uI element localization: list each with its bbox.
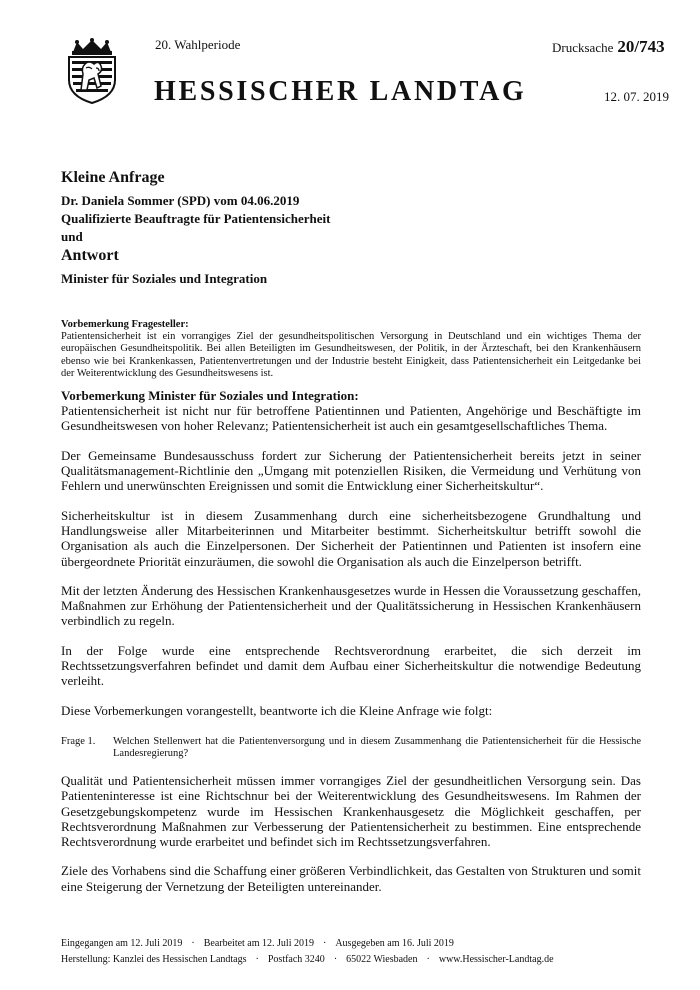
processed-date: Bearbeitet am 12. Juli 2019 — [203, 938, 314, 949]
hessen-coat-of-arms-icon — [63, 38, 121, 104]
document-date: 12. 07. 2019 — [604, 89, 669, 104]
footer-separator: · — [333, 954, 338, 965]
vorbemerkung-fragesteller-heading: Vorbemerkung Fragesteller: — [61, 319, 189, 330]
vorbemerkung-fragesteller-text: Patientensicherheit ist ein vorrangiges Ziel der gesundheitspolitischen Versorgung in Deutschland und ein wichtiges Thema der europäischen Gesundheitspolitik. Bei allen Beteiligten im Gesundheitswesen, der Politik, in der Ärzteschaft, bei den Krankenhäusern ebenso wie bei Krankenkassen, Patientenvertretungen und der Industrie besteht Einigkeit, dass Patientensicherheit ein Leitgedanke bei der Weiterentwicklung des Gesundheitswesens ist. — [61, 331, 641, 379]
drucksache — [552, 37, 665, 57]
paragraph: Sicherheitskultur ist in diesem Zusammenhang durch eine sicherheitsbezogene Grundhaltung und Handlungsweise aller Mitarbeiterinnen und Mitarbeiter bestimmt. Sicherheitskultur betrifft sowohl die Organisation als auch die Einzelpersonen. Der Sicherheit der Patientinnen und Patienten ist insofern eine übergeordnete Priorität einzuräumen, die sowohl die Organisation als auch die Einzelperson betrifft. — [61, 507, 641, 569]
footer-separator: · — [255, 954, 259, 965]
postfach: Postfach 3240 — [267, 954, 325, 965]
drucksache-number: 20/743 — [617, 37, 665, 56]
question-1 — [61, 736, 641, 760]
paragraph: Patientensicherheit ist nicht nur für betroffene Patientinnen und Patienten, Angehörige und Beschäftigte im Gesundheitswesen von hoher Relevanz; Patientensicherheit ist auch ein gesamtgesellschaftliches Thema. — [61, 403, 641, 434]
paragraph: Mit der letzten Änderung des Hessischen Krankenhausgesetzes wurde in Hessen die Voraussetzung geschaffen, Maßnahmen zur Erhöhung der Patientensicherheit und der Qualitätssicherung in Hessischen Krankenhäusern verbindlich zu regeln. — [61, 582, 641, 629]
footer-separator: · — [426, 954, 430, 965]
kleine-anfrage-heading: Kleine Anfrage — [61, 169, 165, 186]
issued-date: Ausgegeben am 16. Juli 2019 — [335, 938, 454, 949]
footer-separator: · — [191, 938, 195, 949]
footer-dates — [61, 936, 641, 952]
publisher: Herstellung: Kanzlei des Hessischen Landtags — [61, 954, 247, 965]
vorbemerkung-minister-heading: Vorbemerkung Minister für Soziales und Integration: — [61, 388, 359, 404]
question-text: Welchen Stellenwert hat die Patientenversorgung und in diesem Zusammenhang die Patientensicherheit für die Hessische Landesregierung? — [113, 735, 641, 759]
document-body — [61, 319, 641, 908]
footer-publisher — [61, 952, 641, 968]
und-line: und — [61, 229, 83, 244]
city: 65022 Wiesbaden — [346, 954, 418, 965]
answer-paragraph: Ziele des Vorhabens sind die Schaffung einer größeren Verbindlichkeit, das Gestalten von Strukturen und somit eine Steigerung der Vernetzung der Beteiligten untereinander. — [61, 863, 641, 894]
question-label: Frage 1. — [61, 735, 96, 747]
answer-paragraph: Qualität und Patientensicherheit müssen immer vorrangiges Ziel der gesundheitlichen Versorgung sein. Das Patienteninteresse ist eine Richtschnur bei der Weiterentwicklung des Gesundheitswesens. Im Rahmen der Gesetzgebungskompetenz wurde im Hessischen Krankenhausgesetz die Möglichkeit geschaffen, per Rechtsverordnung Maßnahmen zur Verbesserung der Patientensicherheit zu bestimmen. Eine entsprechende Rechtsverordnung wurde erarbeitet und befindet sich im Rechtssetzungsverfahren. — [61, 772, 641, 850]
minister-line: Minister für Soziales und Integration — [61, 271, 268, 286]
wahlperiode: 20. Wahlperiode — [155, 37, 241, 52]
footer — [61, 936, 641, 968]
paragraph: Der Gemeinsame Bundesausschuss fordert zur Sicherung der Patientensicherheit bereits jetzt in seiner Qualitätsmanagement-Richtlinie den „Umgang mit potenziellen Risiken, die Vermeidung und Verhütung von Fehlern und unerwünschten Ereignissen und somit die Entwicklung einer Sicherheitskultur“. — [61, 447, 641, 494]
received-date: Eingegangen am 12. Juli 2019 — [61, 938, 183, 949]
paragraph: In der Folge wurde eine entsprechende Rechtsverordnung erarbeitet, die sich derzeit im Rechtssetzungsverfahren befindet und damit dem Aufbau einer Sicherheitskultur die notwendige Bedeutung verleiht. — [61, 642, 641, 689]
author-line: Dr. Daniela Sommer (SPD) vom 04.06.2019 — [61, 193, 300, 208]
subject-line: Qualifizierte Beauftragte für Patientensicherheit — [61, 211, 331, 226]
paragraph: Diese Vorbemerkungen vorangestellt, beantworte ich die Kleine Anfrage wie folgt: — [61, 702, 493, 718]
website-link[interactable]: www.Hessischer-Landtag.de — [438, 954, 554, 965]
institution-title: HESSISCHER LANDTAG — [154, 76, 527, 107]
title-block — [61, 168, 641, 288]
footer-separator: · — [322, 938, 327, 949]
antwort-heading: Antwort — [61, 247, 119, 264]
drucksache-label: Drucksache — [552, 40, 614, 55]
